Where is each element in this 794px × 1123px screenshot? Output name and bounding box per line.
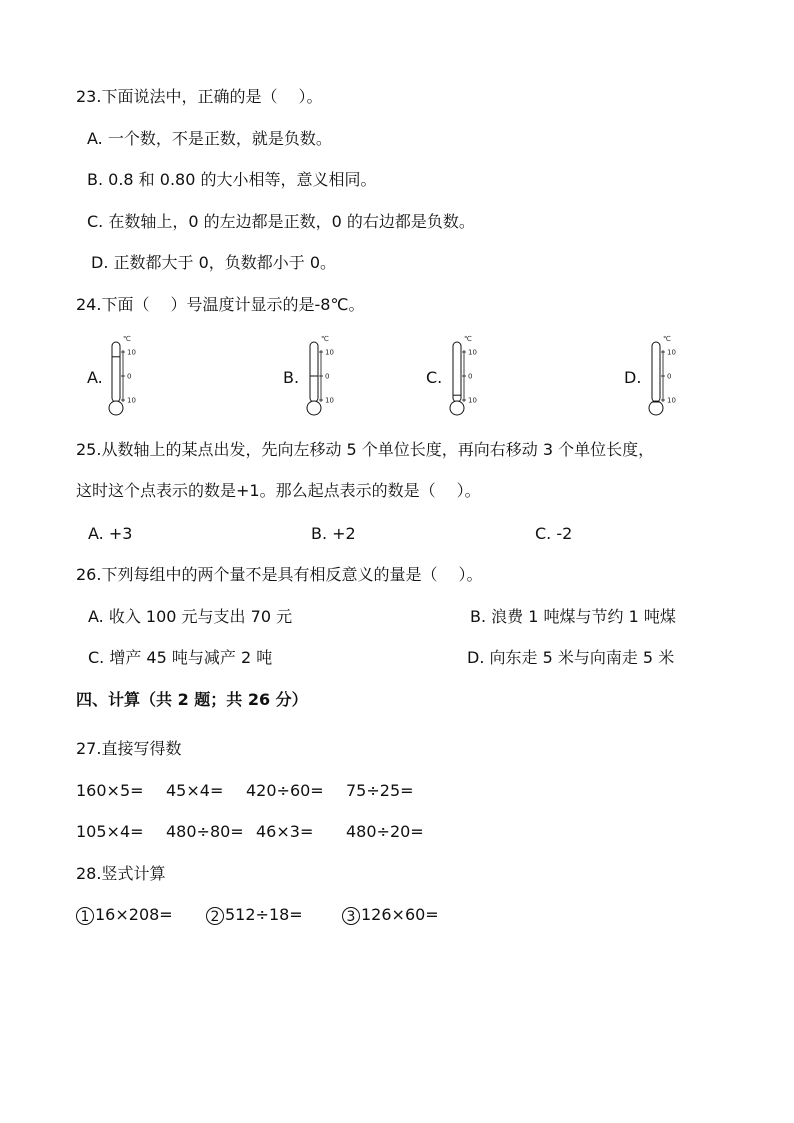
q28-stem: 28.竖式计算 — [76, 864, 166, 883]
q24-option-a-label: A. — [87, 368, 103, 387]
q27-item: 105×4= — [76, 822, 144, 841]
thermometer-tick-label: 10 — [127, 396, 136, 405]
q23-stem: 23.下面说法中，正确的是（ ）。 — [76, 87, 323, 106]
thermometer-tick-label: 10 — [667, 396, 676, 405]
thermometer-tick-label: 10 — [468, 348, 477, 357]
thermometer-c — [447, 336, 487, 418]
q27-item: 160×5= — [76, 781, 144, 800]
thermometer-tick-label: 10 — [325, 396, 334, 405]
thermometer-bulb — [307, 401, 321, 415]
thermometer-unit: ℃ — [321, 335, 329, 343]
q24-stem: 24.下面（ ）号温度计显示的是-8℃。 — [76, 295, 365, 314]
thermometer-tick-label: 10 — [127, 348, 136, 357]
circled-number: 3 — [342, 907, 360, 925]
q26-option-b: B. 浪费 1 吨煤与节约 1 吨煤 — [470, 607, 676, 626]
q25-option-c: C. -2 — [535, 524, 573, 543]
q27-item: 480÷20= — [346, 822, 424, 841]
q23-option-c: C. 在数轴上，0 的左边都是正数，0 的右边都是负数。 — [87, 212, 475, 231]
thermometer-tick-label: 10 — [325, 348, 334, 357]
q25-option-b: B. +2 — [311, 524, 356, 543]
q27-item: 420÷60= — [246, 781, 324, 800]
q27-item: 45×4= — [166, 781, 224, 800]
thermometer-tick-label: 0 — [127, 372, 132, 381]
thermometer-bulb — [450, 401, 464, 415]
section-title: 四、计算（共 2 题；共 26 分） — [76, 690, 308, 709]
thermometer-bulb — [649, 401, 663, 415]
circled-number: 2 — [206, 907, 224, 925]
q24-option-d-label: D. — [624, 368, 642, 387]
q23-option-a: A. 一个数，不是正数，就是负数。 — [87, 129, 332, 148]
q24-option-c-label: C. — [426, 368, 443, 387]
q24-option-b-label: B. — [283, 368, 300, 387]
q27-stem: 27.直接写得数 — [76, 739, 182, 758]
thermometer-a — [106, 336, 146, 418]
q25-stem-line2: 这时这个点表示的数是+1。那么起点表示的数是（ ）。 — [76, 481, 481, 500]
q26-stem: 26.下列每组中的两个量不是具有相反意义的量是（ ）。 — [76, 565, 483, 584]
thermometer-bulb — [109, 401, 123, 415]
q28-expr: 16×208= — [95, 905, 173, 924]
q28-item-2 — [206, 905, 303, 925]
thermometer-tube — [112, 342, 120, 402]
q26-option-d: D. 向东走 5 米与向南走 5 米 — [467, 648, 675, 667]
thermometer-b — [304, 336, 344, 418]
thermometer-tube — [652, 342, 660, 402]
thermometer-tube — [310, 342, 318, 402]
thermometer-tick-label: 0 — [325, 372, 330, 381]
thermometer-tick-label: 0 — [468, 372, 473, 381]
q28-item-3 — [342, 905, 439, 925]
q27-item: 46×3= — [256, 822, 314, 841]
q27-item: 75÷25= — [346, 781, 414, 800]
thermometer-unit: ℃ — [123, 335, 131, 343]
thermometer-unit: ℃ — [663, 335, 671, 343]
q25-stem-line1: 25.从数轴上的某点出发，先向左移动 5 个单位长度，再向右移动 3 个单位长度， — [76, 440, 655, 459]
thermometer-tick-label: 10 — [468, 396, 477, 405]
q26-option-c: C. 增产 45 吨与减产 2 吨 — [88, 648, 273, 667]
thermometer-tick-label: 10 — [667, 348, 676, 357]
q28-expr: 126×60= — [361, 905, 439, 924]
q28-item-1 — [76, 905, 173, 925]
q23-option-b: B. 0.8 和 0.80 的大小相等，意义相同。 — [87, 170, 377, 189]
q28-expr: 512÷18= — [225, 905, 303, 924]
q27-item: 480÷80= — [166, 822, 244, 841]
thermometer-tick-label: 0 — [667, 372, 672, 381]
thermometer-d — [646, 336, 686, 418]
circled-number: 1 — [76, 907, 94, 925]
q26-option-a: A. 收入 100 元与支出 70 元 — [88, 607, 293, 626]
thermometer-unit: ℃ — [464, 335, 472, 343]
thermometer-tube — [453, 342, 461, 402]
q25-option-a: A. +3 — [88, 524, 133, 543]
q23-option-d: D. 正数都大于 0，负数都小于 0。 — [91, 253, 337, 272]
